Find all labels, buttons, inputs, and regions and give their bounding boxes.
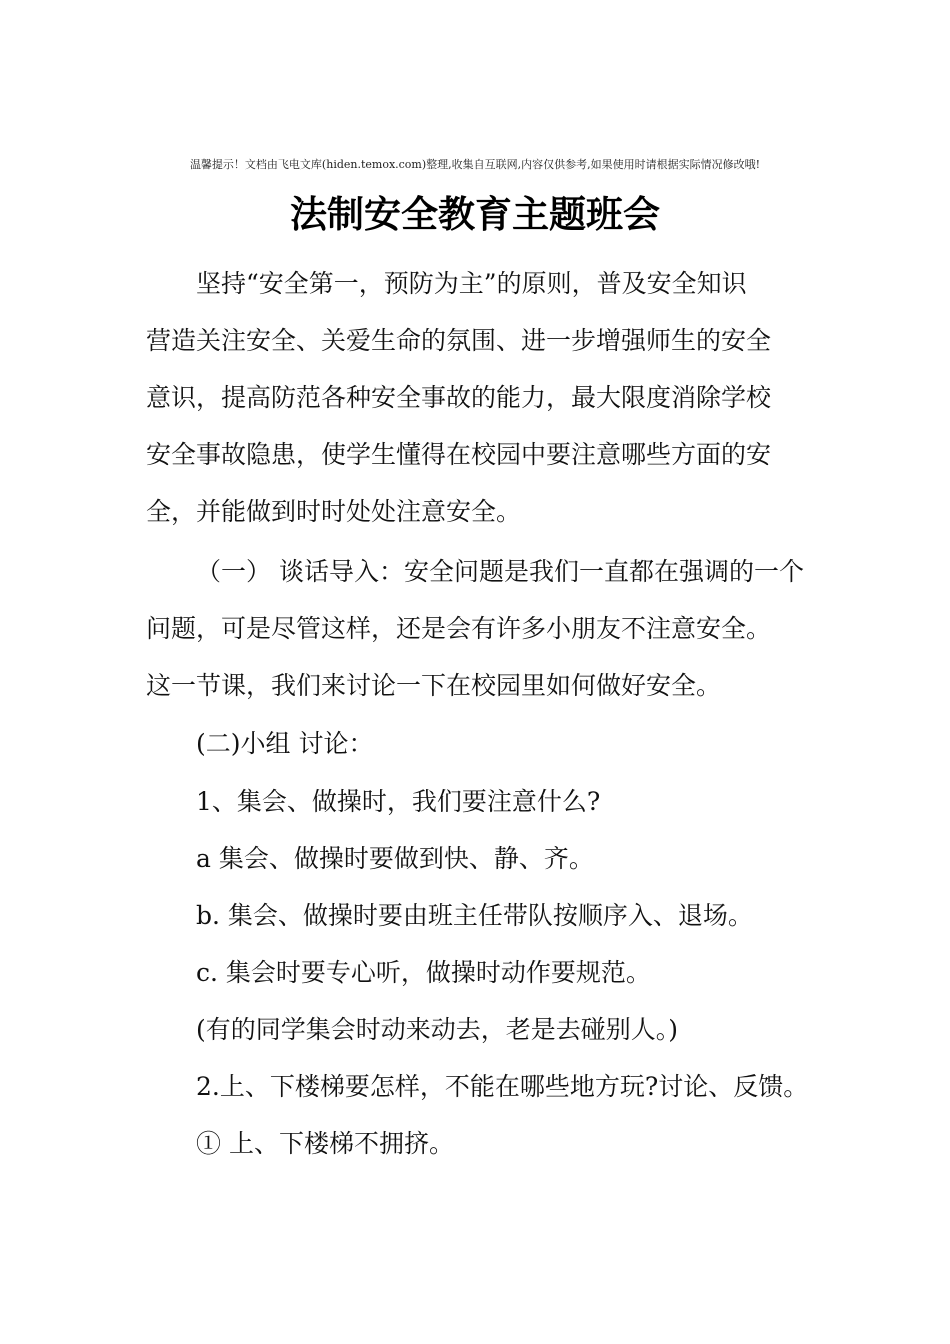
section1-line-2: 问题，可是尽管这样，还是会有许多小朋友不注意安全。 (146, 614, 772, 643)
document-body (146, 266, 808, 1166)
question-1-answer-c: c. 集会时要专心听，做操时动作要规范。 (196, 958, 651, 987)
question-1-answer-b: b. 集会、做操时要由班主任带队按顺序入、退场。 (196, 901, 753, 930)
intro-line-4: 安全事故隐患，使学生懂得在校园中要注意哪些方面的安 (146, 440, 772, 469)
question-1-note: (有的同学集会时动来动去，老是去碰别人。) (196, 1015, 679, 1044)
question-2: 2.上、下楼梯要怎样，不能在哪些地方玩?讨论、反馈。 (196, 1072, 809, 1101)
section1-line-3: 这一节课，我们来讨论一下在校园里如何做好安全。 (146, 671, 722, 700)
section1-line-1: （一） 谈话导入：安全问题是我们一直都在强调的一个 (196, 557, 804, 586)
section2-heading: (二)小组 讨论： (196, 729, 374, 758)
intro-line-3: 意识，提高防范各种安全事故的能力，最大限度消除学校 (146, 383, 772, 412)
question-1-answer-a: a 集会、做操时要做到快、静、齐。 (196, 844, 594, 873)
header-notice: 温馨提示！文档由飞电文库(hiden.temox.com)整理,收集自互联网,内容仅供参考,如果使用时请根据实际情况修改哦! (189, 158, 761, 171)
question-1: 1、集会、做操时，我们要注意什么? (196, 787, 601, 816)
intro-line-5: 全，并能做到时时处处注意安全。 (146, 497, 522, 526)
intro-line-1: 坚持“安全第一，预防为主”的原则，普及安全知识 (196, 269, 747, 298)
intro-line-2: 营造关注安全、关爱生命的氛围、进一步增强师生的安全 (146, 326, 772, 355)
question-2-point-1: ① 上、下楼梯不拥挤。 (196, 1129, 454, 1158)
document-title: 法制安全教育主题班会 (290, 192, 660, 236)
